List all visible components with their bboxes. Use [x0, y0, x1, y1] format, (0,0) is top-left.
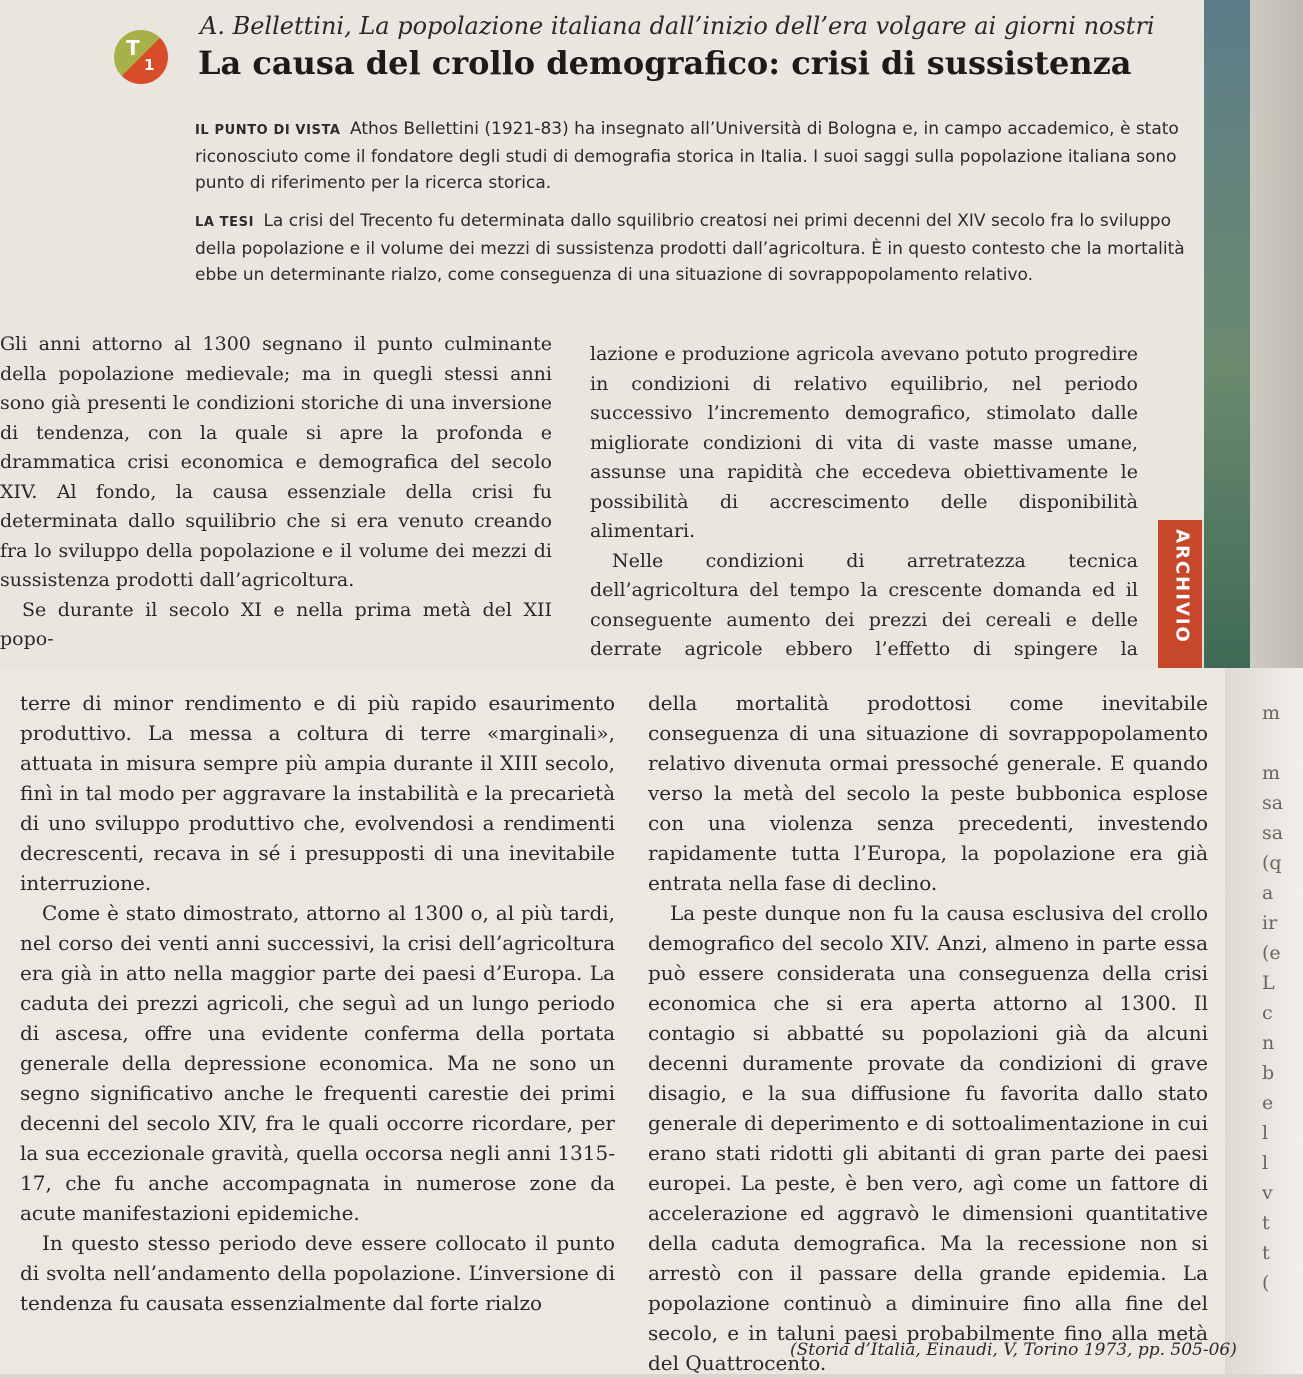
tesi-text: La crisi del Trecento fu determinata dallo squilibrio creatosi nei primi decenni del XIV secolo fra lo sviluppo della popolazione e il volume dei mezzi di sussistenza prodotti dall’agricoltura. È in questo contesto che la mortalità ebbe un determinante rialzo, come conseguenza di una situazione di sovrappopolamento relativo.	[195, 211, 1185, 285]
bottom-left-column	[20, 688, 615, 1318]
citation: (Storia d’Italia, Einaudi, V, Torino 1973, pp. 505-06)	[790, 1340, 1237, 1360]
paragraph: Nelle condizioni di arretratezza tecnica dell’agricoltura del tempo la crescente domanda ed il conseguente aumento dei prezzi dei cereali e delle derrate agricole ebbero l’effetto di spingere la	[590, 549, 1138, 660]
edge-fragment: a	[1262, 882, 1274, 904]
edge-fragment: n	[1262, 1032, 1275, 1054]
text-badge-icon	[114, 30, 168, 84]
badge-number: 1	[144, 56, 155, 74]
edge-fragment: ir	[1262, 912, 1278, 934]
paragraph: Se durante il secolo XI e nella prima metà del XII popo-	[0, 598, 552, 650]
edge-fragment: t	[1262, 1242, 1270, 1264]
paragraph: La peste dunque non fu la causa esclusiva del crollo demografico del secolo XIV. Anzi, almeno in parte essa può essere considerata una conseguenza della crisi economica che si era aperta attorno al 1300. Il contagio si abbatté su popolazioni già da alcuni decenni duramente provate da condizioni di grave disagio, e la sua diffusione fu favorita dallo stato generale di deperimento e di sottoalimentazione in cui erano stati ridotti gli abitanti di gran parte dei paesi europei. La peste, è ben vero, agì come un fattore di accelerazione ed aggravò le dimensioni quantitative della caduta demografica. Ma la recessione non si arrestò con il passare della grande epidemia. La popolazione continuò a diminuire fino alla fine del secolo, e in taluni paesi probabilmente fino alla metà del Quattrocento.	[648, 901, 1208, 1375]
paragraph: In questo stesso periodo deve essere collocato il punto di svolta nell’andamento della popolazione. L’inversione di tendenza fu causata essenzialmente dal forte rialzo	[20, 1231, 615, 1315]
paragraph: della mortalità prodottosi come inevitabile conseguenza di una situazione di sovrappopolamento relativo divenuta ormai pressoché generale. E quando verso la metà del secolo la peste bubbonica esplose con una violenza senza precedenti, investendo rapidamente tutta l’Europa, la popolazione era già entrata nella fase di declino.	[648, 691, 1208, 895]
paragraph: terre di minor rendimento e di più rapido esaurimento produttivo. La messa a coltura di terre «marginali», attuata in misura sempre più ampia durante il XIII secolo, finì in tal modo per aggravare la instabilità e la precarietà di uno sviluppo produttivo che, evolvendosi a rendimenti decrescenti, recava in sé i presupposti di una inevitabile interruzione.	[20, 691, 615, 895]
edge-fragment: (e	[1262, 942, 1281, 964]
edge-fragment: b	[1262, 1062, 1275, 1084]
punto-di-vista-text: Athos Bellettini (1921-83) ha insegnato all’Università di Bologna e, in campo accademico, è stato riconosciuto come il fondatore degli studi di demografia storica in Italia. I suoi saggi sulla popolazione italiana sono punto di riferimento per la ricerca storica.	[195, 119, 1179, 193]
top-right-column	[590, 340, 1138, 694]
badge-letter: T	[126, 36, 140, 60]
paragraph: lazione e produzione agricola avevano potuto progredire in condizioni di relativo equilibrio, nel periodo successivo l’incremento demografico, stimolato dalle migliorate condizioni di vita di vaste masse umane, assunse una rapidità che eccedeva obiettivamente le possibilità di accrescimento delle disponibilità alimentari.	[590, 343, 1138, 542]
archivio-tab	[1158, 520, 1204, 668]
edge-fragment: l	[1262, 1122, 1269, 1144]
top-left-column	[0, 330, 552, 655]
source-reference: A. Bellettini, La popolazione italiana dall’inizio dell’era volgare ai giorni nostri	[200, 12, 1155, 40]
edge-fragment: (q	[1262, 852, 1282, 874]
edge-fragment: sa	[1262, 822, 1284, 844]
edge-fragment: v	[1262, 1182, 1273, 1204]
bottom-right-column	[648, 688, 1208, 1378]
edge-fragment	[1262, 728, 1298, 758]
edge-fragment: m	[1262, 702, 1281, 724]
tesi-label: LA TESI	[195, 215, 255, 230]
edge-fragment: L	[1262, 972, 1275, 994]
page-edge	[1250, 0, 1303, 668]
paragraph: Come è stato dimostrato, attorno al 1300 o, al più tardi, nel corso dei venti anni successivi, la crisi dell’agricoltura era già in atto nella maggior parte dei paesi d’Europa. La caduta dei prezzi agricoli, che seguì ad un lungo periodo di ascesa, offre una evidente conferma della portata generale della depressione economica. Ma ne sono un segno significativo anche le frequenti carestie dei primi decenni del secolo XIV, fra le quali occorre ricordare, per la sua eccezionale gravità, quella occorsa negli anni 1315-17, che fu anche accompagnata in numerose zone da acute manifestazioni epidemiche.	[20, 901, 615, 1225]
paragraph: Gli anni attorno al 1300 segnano il punto culminante della popolazione medievale; ma in quegli stessi anni sono già presenti le condizioni storiche di una inversione di tendenza, con la quale si apre la profonda e drammatica crisi economica e demografica del secolo XIV. Al fondo, la causa essenziale della crisi fu determinata dallo squilibrio che si era venuto creando fra lo sviluppo della popolazione e il volume dei mezzi di sussistenza prodotti dall’agricoltura.	[0, 333, 552, 591]
intro-punto-di-vista	[195, 116, 1185, 196]
edge-fragment: c	[1262, 1002, 1273, 1024]
edge-fragment: sa	[1262, 792, 1284, 814]
edge-fragment: m	[1262, 762, 1281, 784]
intro-tesi	[195, 208, 1185, 288]
top-page	[0, 0, 1250, 668]
edge-fragment: t	[1262, 1212, 1270, 1234]
bottom-page	[0, 668, 1303, 1374]
edge-fragment: e	[1262, 1092, 1274, 1114]
edge-fragment: (	[1262, 1272, 1270, 1294]
page-edge-stripe	[1204, 0, 1250, 668]
next-page-edge-fragments	[1262, 698, 1298, 1298]
page-title: La causa del crollo demografico: crisi di sussistenza	[198, 44, 1132, 82]
edge-fragment: l	[1262, 1152, 1269, 1174]
punto-di-vista-label: IL PUNTO DI VISTA	[195, 123, 341, 138]
archivio-tab-label: ARCHIVIO	[1171, 529, 1193, 644]
